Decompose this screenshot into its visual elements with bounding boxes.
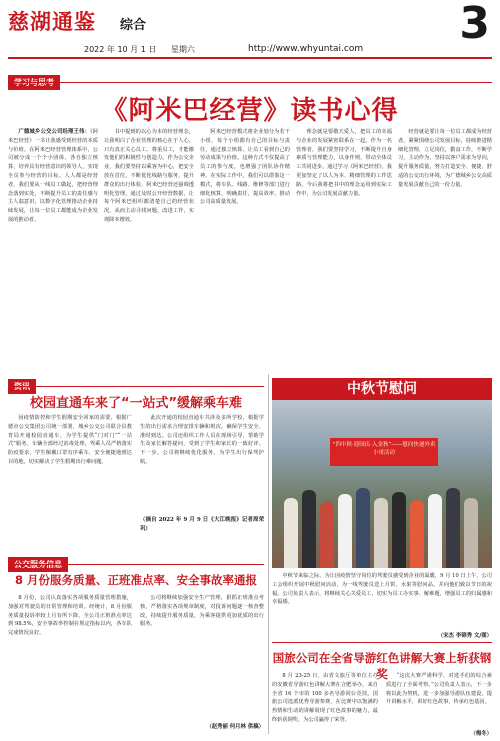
masthead-title: 慈湖通鉴: [8, 10, 96, 34]
person-figure: [392, 492, 406, 568]
article-column: [140, 594, 264, 720]
event-photo: [272, 400, 492, 568]
issue-date: 2022 年 10 月 1 日: [84, 45, 157, 54]
source-credit: （宋杰 李锦秀 文/图）: [437, 633, 492, 639]
column-text: 经营就是要让每一位员工都成为经营者。紧紧围绕公司发展目标，持续推进精细化管理，立足岗位，勤奋工作，不断学习，主动作为，坚持以客户需求为导向，提升服务质量，努力打造安全、便捷、舒适的公交出行环境，为广德城乡公交高质量发展贡献自己的一份力量。: [398, 129, 492, 188]
date-line: [84, 44, 207, 55]
section-tag-notice: [8, 552, 68, 572]
source-credit: （梅冬）: [470, 731, 492, 737]
article-column: [8, 128, 98, 360]
source-credit: （摘自 2022 年 9 月 9 日《大江晚报》记者周荣巩）: [140, 517, 264, 532]
article-column: [272, 672, 378, 736]
person-figure: [410, 500, 424, 568]
person-figure: [464, 498, 478, 568]
article-column: [296, 128, 392, 360]
article-column: [200, 128, 290, 360]
column-text: 书中提到的以心为本的经营理念，让我明白了企业管理的核心在于人心。只有真正关心员工、尊重员工，才能激发他们的积极性与创造力。作为公交企业，我们要坚持以乘客为中心，把安全放在首位，不断优化线路与服务，提升群众的出行体验。阿米巴经营还强调透明化管理，通过及时公开经营数据，让每个阿米巴组织都清楚自己的经营状况，从而主动寻找问题、改进工作，实现降本增效。: [104, 129, 194, 223]
article-column: [8, 594, 132, 734]
byline: 广德城乡公交公司经理王伟：: [18, 129, 91, 135]
article-column: [398, 128, 492, 360]
column-divider: [268, 374, 269, 734]
article-footer: [140, 516, 264, 536]
column-text: 《阿米巴经营》一书让我感受到经营的本质与价值。在阿米巴经营管理体系中，公司被分成一个个小团体，各自独立核算，培养具有经营意识的领导人，实现全员参与经营的目标。人人都是经营者，我们要从一线员工做起，把经营理念落到实处，不断提升员工的责任感与主人翁意识，以数字化管理推动企业持续发展，让每一位员工都能成为企业发展的推动者。: [8, 129, 98, 223]
person-figure: [284, 498, 298, 568]
photo-title: 中秋节慰问: [272, 378, 492, 400]
column-text: 阿米巴经营模式将企业划分为若干小组，每个小组都有自己的目标与责任，通过独立核算，让员工看到自己的劳动成果与价值。这种方式不仅提高了员工的参与度，也增强了团队协作精神。在实际工作中，我们可以借鉴这一模式，将车队、线路、维修等部门进行细化核算，明确责任，提高效率，推动公司高质量发展。: [200, 129, 290, 206]
section-tag-news: [8, 374, 36, 394]
person-figure: [302, 490, 316, 568]
person-figure: [320, 502, 334, 568]
person-figure: [356, 488, 370, 568]
column-text: 因疫情防控和学生假期安全回家的需要，根据广德市公交集团公司统一部署，城乡公交公司联合县教育局开通校园直通车，为学生提供“门对门”“一站式”服务。车辆全部经过消毒处理，驾乘人员严格落实防疫要求，学生佩戴口罩有序乘车，安全便捷地到达目的地，切实解决了学生假期出行难问题。: [8, 415, 132, 465]
section-rule: [8, 564, 264, 565]
article-headline: 8 月份服务质量、正班准点率、安全事故率通报: [14, 573, 257, 587]
column-text: “这次大赛严谨科学，对选手们的综合素质进行了全面考察。”公司负责人表示，下一步将以此为契机，进一步加强导游队伍建设，提升讲解水平，讲好红色故事，传承红色基因。: [386, 673, 492, 706]
page-number: 3: [459, 0, 490, 49]
article-headline: 《阿米巴经营》读书心得: [101, 96, 399, 126]
article-column: [386, 672, 492, 728]
person-figure: [374, 498, 388, 568]
column-text: 公司将继续加强安全生产管理，狠抓正班准点考核，严格落实各项规章制度，对投诉问题逐一核查整改，持续提升服务质量，为乘客提供更加优质的出行服务。: [140, 595, 264, 628]
masthead-section: 综合: [120, 18, 147, 33]
column-text: 理念就是要敬天爱人，把员工的幸福与企业的发展紧密联系在一起。作为一名管理者，我们要坚持学习，不断提升自身素质与管理能力，以身作则，带动全体员工共同进步。通过学习《阿米巴经营》，我更加坚定了以人为本、精细管理的工作思路，今后我将把书中的理念运用到实际工作中，为公司发展贡献力量。: [296, 129, 392, 197]
section-rule: [272, 642, 492, 643]
person-figure: [428, 494, 442, 568]
section-tag-study: [8, 70, 60, 90]
issue-weekday: 星期六: [170, 45, 195, 54]
section-rule: [8, 386, 264, 387]
article-column: [140, 414, 264, 514]
article-headline: 国旅公司在全省导游红色讲解大赛上斩获钢奖: [272, 651, 492, 681]
source-credit: （赵秀丽 何月林 供稿）: [206, 724, 264, 730]
column-text: 此次开通的校园直通车共涉及多所学校，根据学生的出行需求合理安排车辆和班次，确保学生安全、准时到达。公司还组织工作人员在现场引导，帮助学生及家长解答疑问，受到了学生和家长的一致好评。下一步，公司将继续优化服务，为学生出行保驾护航。: [140, 415, 264, 465]
article-column: [8, 414, 132, 532]
masthead-rule: [8, 57, 492, 59]
site-url[interactable]: http://www.whyuntai.com: [248, 44, 364, 54]
photo-caption: [272, 572, 492, 630]
caption-text: 中秋节来临之际，为让因疫情坚守岗位的驾驶员感受到企业的温暖，9 月 10 日上午，公司工会组织开展中秋慰问活动，为一线驾驶员送上月饼、水果等慰问品，并向他们致以节日的祝福。公司负责人表示，将继续关心关爱员工，切实为员工办实事、解难题，增强员工的归属感和幸福感。: [272, 573, 492, 606]
person-figure: [446, 488, 460, 568]
column-text: 8 月份，公司认真落实各项服务质量管理措施，加强对驾驶员的日常管理和培训。经统计，8 月份服务质量投诉率较上月有所下降，全公司正班准点率达到 98.5%，安全事故率控制在规定指标以内，各车队完成情况良好。: [8, 595, 132, 637]
person-figure: [338, 494, 352, 568]
article-column: [104, 128, 194, 360]
section-rule: [8, 82, 492, 83]
event-banner-text: “四中秋·迎国庆·入金秋”——慰问快递外卖小哥活动: [332, 442, 436, 456]
article-headline: 校园直通车来了“一站式”缓解乘车难: [29, 396, 243, 411]
column-text: 8 月 23-25 日，由省文旅厅等单位主办的安徽省导游红色讲解大赛在合肥举办，来自全省 16 个市的 100 多名导游同台竞技。国旅公司选派优秀导游参赛，在比赛中以饱满的热情和生动的讲解展现了红色故事的魅力，最终斩获钢奖，为公司赢得了荣誉。: [272, 673, 378, 723]
